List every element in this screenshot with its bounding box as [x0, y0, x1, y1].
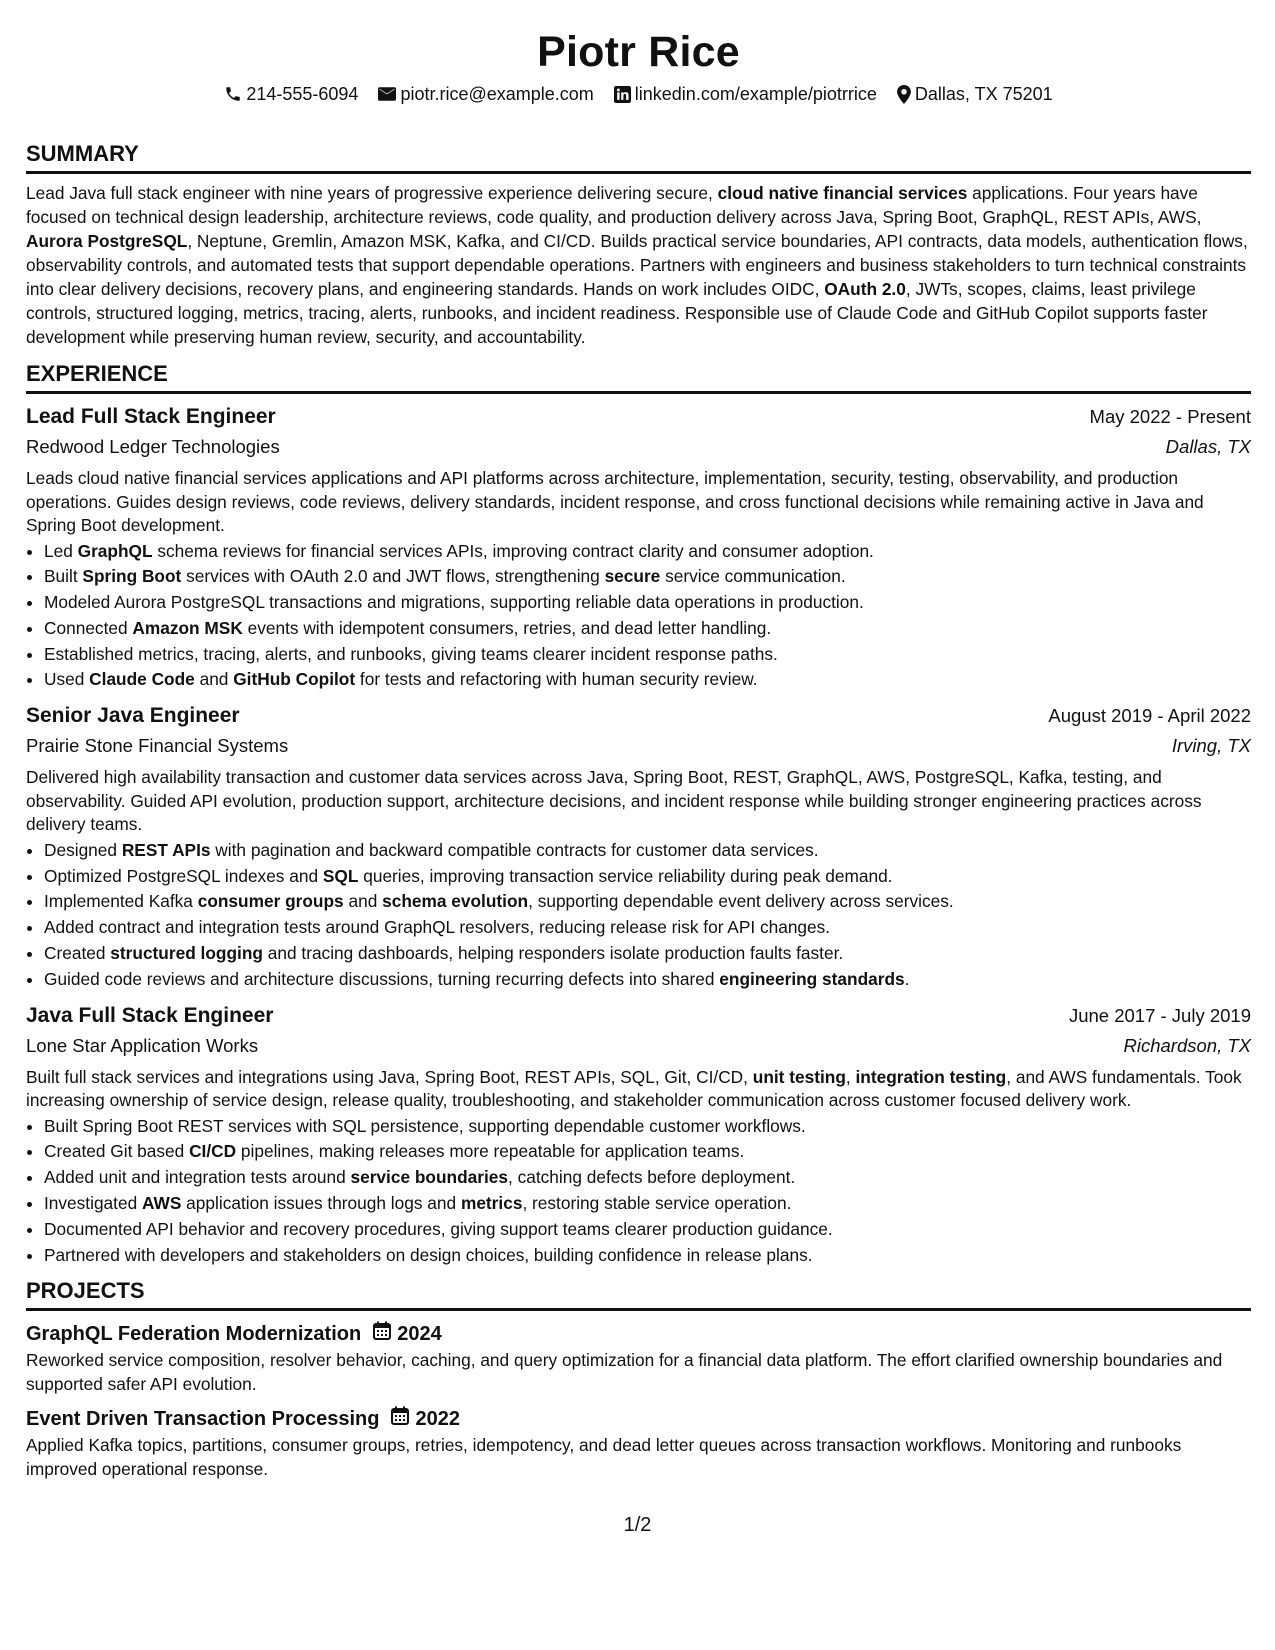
text-segment: pipelines, making releases more repeatable for application teams.: [236, 1141, 745, 1162]
bold-text: SQL: [322, 865, 359, 886]
bold-text: GitHub Copilot: [233, 669, 356, 690]
job-description: [26, 766, 1251, 837]
bullet-item: [44, 941, 1251, 967]
text-segment: Documented API behavior and recovery procedures, giving support teams clearer production guidance.: [44, 1218, 833, 1239]
job-title: Java Full Stack Engineer: [26, 1003, 274, 1027]
bold-text: Claude Code: [89, 669, 195, 690]
job-entry: [26, 702, 1251, 992]
map-pin-icon: [897, 85, 911, 104]
summary-heading: SUMMARY: [26, 141, 1251, 174]
text-segment: Investigated: [44, 1192, 142, 1213]
bullet-item: [44, 590, 1251, 616]
bold-text: GraphQL: [77, 540, 153, 561]
text-segment: Optimized PostgreSQL indexes and: [44, 865, 323, 886]
text-segment: Established metrics, tracing, alerts, and runbooks, giving teams clearer incident response paths.: [44, 643, 778, 664]
text-segment: ,: [845, 1066, 856, 1087]
text-segment: and: [343, 891, 383, 912]
projects-heading: PROJECTS: [26, 1278, 1251, 1311]
project-name: GraphQL Federation Modernization: [26, 1323, 362, 1346]
bullet-item: [44, 667, 1251, 693]
experience-list: [26, 403, 1251, 1268]
bold-text: AWS: [142, 1192, 182, 1213]
bullet-item: [44, 967, 1251, 993]
job-company: Lone Star Application Works: [26, 1034, 259, 1056]
bullet-item: [44, 889, 1251, 915]
project-year-text: 2022: [415, 1408, 460, 1431]
bullet-item: [44, 616, 1251, 642]
projects-list: [26, 1321, 1251, 1481]
linkedin-text: linkedin.com/example/piotrrice: [634, 84, 877, 104]
resume-page: [26, 0, 1251, 1481]
text-segment: applications. Four years have focused on technical design leadership, architecture reviews, code quality, and production delivery across Java, Spring Boot, GraphQL, REST APIs, AWS,: [26, 183, 1202, 227]
bold-text: service boundaries: [350, 1167, 509, 1188]
bullet-item: [44, 1243, 1251, 1269]
text-segment: , JWTs, scopes, claims, least privilege controls, structured logging, metrics, tracing, alerts, runbooks, and incident readiness. Responsible use of Claude Code and GitHub Copilot supports faster development while preserving human review, security, and accountability.: [26, 279, 1208, 347]
bold-text: integration testing: [855, 1066, 1007, 1087]
project-description: Reworked service composition, resolver behavior, caching, and query optimization for a financial data platform. The effort clarified ownership boundaries and supported safer API evolution.: [26, 1350, 1223, 1394]
job-location: Irving, TX: [1171, 735, 1251, 757]
envelope-icon: [378, 87, 396, 101]
text-segment: Created Git based: [44, 1141, 190, 1162]
text-segment: Implemented Kafka: [44, 891, 198, 912]
text-segment: , supporting dependable event delivery across services.: [528, 891, 954, 912]
text-segment: Built Spring Boot REST services with SQL persistence, supporting dependable customer workflows.: [44, 1115, 806, 1136]
calendar-icon: [391, 1406, 409, 1432]
text-segment: with pagination and backward compatible contracts for customer data services.: [210, 839, 819, 860]
bullet-item: [44, 864, 1251, 890]
bold-text: consumer groups: [197, 891, 344, 912]
text-segment: Delivered high availability transaction and customer data services across Java, Spring Boot, REST, GraphQL, AWS, PostgreSQL, Kafka, testing, and observability. Guided API evolution, production support, architecture decisions, and incident response while building stronger engineering practices across delivery teams.: [26, 767, 1202, 835]
job-dates: May 2022 - Present: [1089, 406, 1251, 427]
text-segment: and tracing dashboards, helping responders isolate production faults faster.: [262, 942, 844, 963]
experience-heading: EXPERIENCE: [26, 361, 1251, 394]
bullet-item: [44, 1165, 1251, 1191]
phone-icon: [224, 85, 242, 103]
text-segment: events with idempotent consumers, retries, and dead letter handling.: [242, 617, 772, 638]
project-year: [373, 1321, 442, 1347]
bold-text: Spring Boot: [82, 566, 182, 587]
bullet-item: [44, 1114, 1251, 1140]
project-name: Event Driven Transaction Processing: [26, 1408, 380, 1431]
text-segment: , restoring stable service operation.: [522, 1192, 792, 1213]
bold-text: structured logging: [110, 942, 263, 963]
job-bullets: [26, 1114, 1251, 1269]
project-year-text: 2024: [397, 1323, 442, 1346]
bold-text: cloud native financial services: [717, 183, 968, 203]
text-segment: Guided code reviews and architecture discussions, turning recurring defects into shared: [44, 968, 720, 989]
text-segment: Added unit and integration tests around: [44, 1167, 351, 1188]
text-segment: Led: [44, 540, 78, 561]
text-segment: Leads cloud native financial services applications and API platforms across architecture, implementation, security, testing, observability, and production operations. Guides design reviews, code reviews, delivery standards, incident response, and cross functional decisions while remaining active in Java and Spring Boot development.: [26, 468, 1204, 535]
contact-phone[interactable]: [224, 82, 358, 106]
job-dates: August 2019 - April 2022: [1048, 705, 1251, 727]
job-title: Lead Full Stack Engineer: [26, 405, 276, 428]
bold-text: metrics: [460, 1192, 523, 1213]
bold-text: schema evolution: [382, 891, 529, 912]
location-text: Dallas, TX 75201: [914, 84, 1053, 104]
text-segment: , and AWS fundamentals. Took increasing ownership of service design, release quality, troubleshooting, and stakeholder communication across customer focused delivery work.: [26, 1066, 1242, 1111]
bold-text: unit testing: [752, 1066, 846, 1087]
job-company: Prairie Stone Financial Systems: [26, 735, 289, 757]
text-segment: Designed: [44, 839, 122, 860]
bullet-item: [44, 1139, 1251, 1165]
bullet-item: [44, 564, 1251, 590]
contact-email[interactable]: [378, 82, 593, 106]
text-segment: Built full stack services and integrations using Java, Spring Boot, REST APIs, SQL, Git, CI/CD,: [26, 1066, 753, 1087]
text-segment: schema reviews for financial services APIs, improving contract clarity and consumer adoption.: [152, 540, 874, 561]
bullet-item: [44, 539, 1251, 565]
bold-text: OAuth 2.0: [824, 279, 906, 299]
email-text: piotr.rice@example.com: [400, 84, 594, 104]
candidate-name: Piotr Rice: [537, 28, 740, 76]
job-description: [26, 1066, 1251, 1113]
bold-text: secure: [604, 566, 661, 587]
bullet-item: [44, 642, 1251, 668]
text-segment: Used: [44, 669, 90, 690]
contact-linkedin[interactable]: [614, 82, 877, 106]
page-number: 1/2: [623, 1514, 652, 1536]
text-segment: application issues through logs and: [181, 1192, 461, 1213]
bullet-item: [44, 838, 1251, 864]
project-entry: [26, 1406, 1251, 1481]
text-segment: Built: [44, 566, 83, 587]
job-entry: [26, 403, 1251, 693]
text-segment: and: [194, 669, 234, 690]
job-location: Richardson, TX: [1123, 1034, 1251, 1056]
text-segment: , Neptune, Gremlin, Amazon MSK, Kafka, and CI/CD. Builds practical service boundaries, API contracts, data models, authentication flows, observability controls, and automated tests that support dependable operations. Partners with engineers and business stakeholders to turn technical constraints into clear delivery decisions, recovery plans, and engineering standards. Hands on work includes OIDC,: [26, 231, 1248, 299]
project-description: Applied Kafka topics, partitions, consumer groups, retries, idempotency, and dead letter queues across transaction workflows. Monitoring and runbooks improved operational response.: [26, 1435, 1182, 1479]
job-entry: [26, 1002, 1251, 1269]
bullet-item: [44, 915, 1251, 941]
job-title: Senior Java Engineer: [26, 704, 240, 728]
bullet-item: [44, 1191, 1251, 1217]
bold-text: CI/CD: [189, 1141, 237, 1162]
text-segment: Connected: [44, 617, 133, 638]
text-segment: for tests and refactoring with human security review.: [355, 669, 758, 690]
bullet-item: [44, 1217, 1251, 1243]
job-location: Dallas, TX: [1165, 436, 1251, 457]
text-segment: Partnered with developers and stakeholders on design choices, building confidence in release plans.: [44, 1244, 813, 1265]
text-segment: service communication.: [660, 566, 846, 587]
bold-text: Aurora PostgreSQL: [26, 231, 188, 251]
job-dates: June 2017 - July 2019: [1068, 1004, 1251, 1026]
project-entry: [26, 1321, 1251, 1396]
linkedin-icon: [614, 86, 631, 103]
text-segment: .: [904, 968, 910, 989]
text-segment: services with OAuth 2.0 and JWT flows, strengthening: [181, 566, 605, 587]
job-bullets: [26, 539, 1251, 694]
job-description: [26, 467, 1251, 538]
project-year: [391, 1406, 460, 1432]
bold-text: Amazon MSK: [132, 617, 243, 638]
contact-bar: [26, 82, 1251, 106]
text-segment: , catching defects before deployment.: [508, 1167, 796, 1188]
job-bullets: [26, 838, 1251, 993]
text-segment: Lead Java full stack engineer with nine years of progressive experience delivering secure,: [26, 183, 718, 203]
bold-text: REST APIs: [121, 839, 211, 860]
text-segment: queries, improving transaction service reliability during peak demand.: [358, 865, 893, 886]
text-segment: Added contract and integration tests around GraphQL resolvers, reducing release risk for API changes.: [44, 917, 831, 938]
phone-text: 214-555-6094: [246, 84, 359, 104]
contact-location: [897, 82, 1053, 106]
summary-text: [26, 181, 1251, 349]
text-segment: Created: [44, 942, 111, 963]
job-company: Redwood Ledger Technologies: [26, 436, 280, 457]
text-segment: Modeled Aurora PostgreSQL transactions and migrations, supporting reliable data operations in production.: [44, 592, 864, 613]
calendar-icon: [373, 1321, 391, 1347]
bold-text: engineering standards: [719, 968, 905, 989]
